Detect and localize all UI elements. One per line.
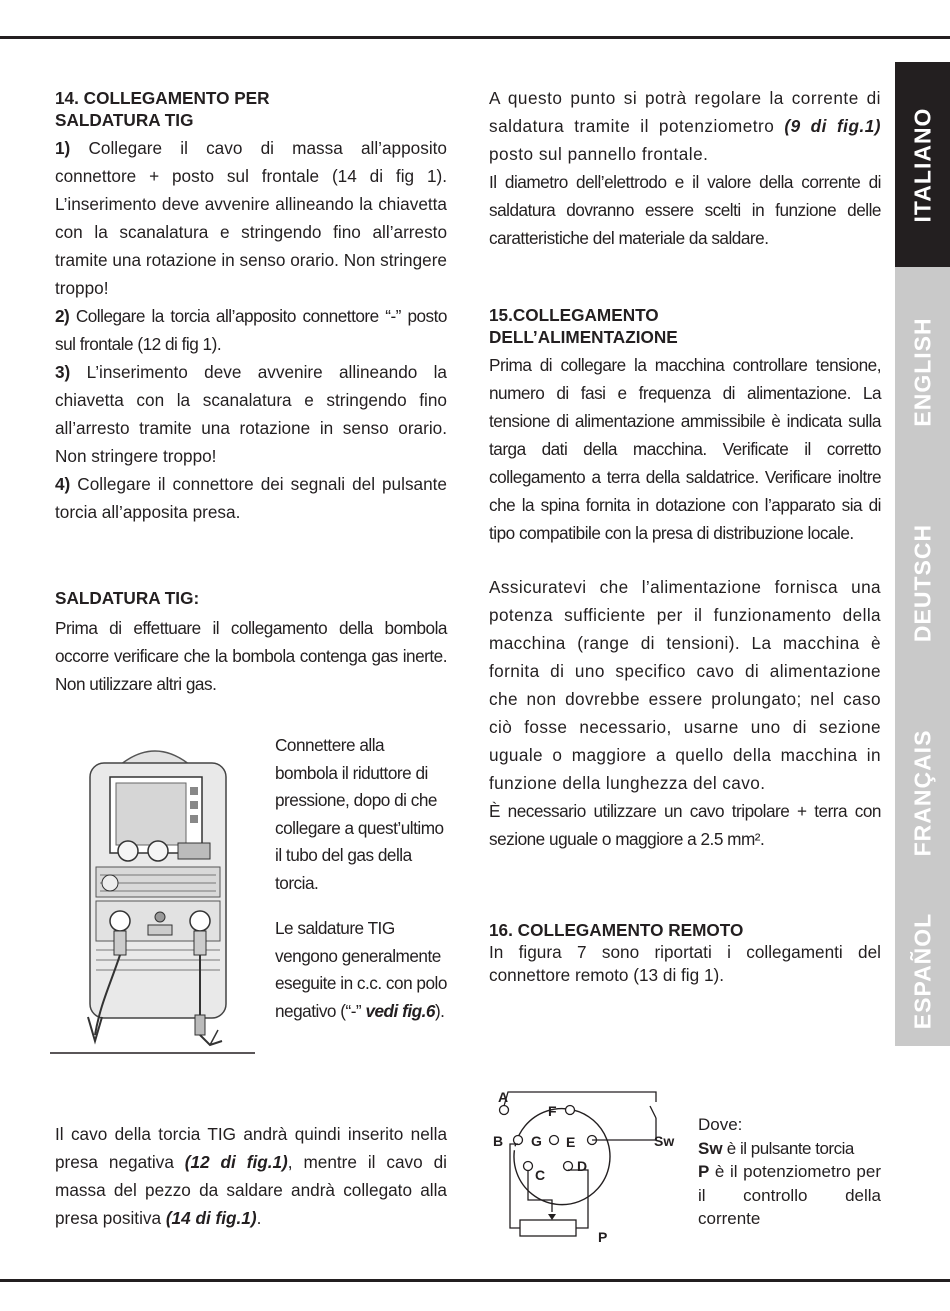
regulation-ref: (9 di fig.1)	[784, 116, 882, 136]
legend-p-key: P	[698, 1162, 710, 1181]
legend-sw-text: è il pulsante torcia	[722, 1138, 854, 1158]
section15-title-line2: DELL’ALIMENTAZIONE	[489, 327, 678, 347]
tab-english-label: ENGLISH	[909, 317, 935, 427]
step-3-text: L’inserimento deve avvenire allineando la chiavetta con la scanalatura e stringendo fino all’arresto tramite una rotazione in senso orario. Non stringere troppo!	[55, 362, 447, 466]
step-1-number: 1)	[55, 138, 71, 158]
top-rule	[0, 36, 950, 39]
final-text-a: Il cavo della torcia TIG andrà quindi inserito nella presa negativa	[55, 1124, 447, 1172]
tab-espanol-label: ESPAÑOL	[909, 912, 935, 1030]
step-2-number: 2)	[55, 306, 70, 326]
right-column	[489, 84, 881, 987]
power-paragraph-3: È necessario utilizzare un cavo tripolare + terra con sezione uguale o maggiore a 2.5 mm².	[489, 801, 881, 849]
step-4-number: 4)	[55, 474, 71, 494]
figure-captions	[275, 732, 447, 1025]
regulation-text-b: posto sul pannello frontale.	[489, 144, 709, 164]
tab-italiano[interactable]	[895, 62, 950, 268]
tab-francais[interactable]	[895, 689, 950, 897]
bottom-rule	[0, 1279, 950, 1282]
final-ref-2: (14 di fig.1)	[165, 1208, 257, 1228]
legend-p-text: è il potenziometro per il controllo della corrente	[698, 1162, 881, 1228]
pin-label-a: A	[498, 1089, 509, 1105]
pin-label-b: B	[493, 1133, 504, 1149]
section15-title-line1: 15.COLLEGAMENTO	[489, 305, 659, 325]
final-text-c: .	[256, 1208, 262, 1228]
caption-polarity-end: ).	[434, 1000, 445, 1021]
caption-polarity-ref: vedi fig.6	[365, 1000, 435, 1021]
legend-sw-key: Sw	[698, 1138, 723, 1158]
step-1	[55, 134, 447, 302]
welding-machine-figure	[50, 745, 260, 1060]
switch-label-sw: Sw	[654, 1133, 675, 1149]
language-tabs	[895, 62, 950, 1046]
step-4-text: Collegare il connettore dei segnali del pulsante torcia all’apposita presa.	[55, 474, 447, 522]
pin-label-d: D	[577, 1158, 588, 1174]
step-3-number: 3)	[55, 362, 71, 382]
pin-label-f: F	[548, 1103, 557, 1119]
caption-polarity-text: Le saldature TIG vengono generalmente eseguite in c.c. con polo negativo (“-”	[275, 918, 447, 1021]
legend-p	[698, 1160, 881, 1231]
regulation-paragraph	[489, 84, 881, 168]
potentiometer-label-p: P	[598, 1229, 608, 1245]
final-ref-1: (12 di fig.1)	[184, 1152, 288, 1172]
legend-sw	[698, 1137, 881, 1161]
tig-title: SALDATURA TIG:	[55, 588, 200, 608]
step-2	[55, 302, 447, 358]
power-paragraph-2: Assicuratevi che l’alimentazione fornisca una potenza sufficiente per il funzionamento della macchina (range di tensioni). La macchina è fornita di uno specifico cavo di alimentazione che non dovrebbe essere prolungato; nel caso ciò fosse necessario, usarne uno di sezione uguale o maggiore a quello della macchina in funzione della lunghezza del cavo.	[489, 577, 881, 793]
pin-label-g: G	[531, 1133, 542, 1149]
pin-label-c: C	[535, 1167, 546, 1183]
legend-dove: Dove:	[698, 1115, 743, 1134]
electrode-paragraph: Il diametro dell’elettrodo e il valore della corrente di saldatura dovranno essere scelti in funzione delle caratteristiche del materiale da saldare.	[489, 172, 881, 248]
remote-legend	[698, 1113, 881, 1231]
tig-intro: Prima di effettuare il collegamento della bombola occorre verificare che la bombola contenga gas inerte. Non utilizzare altri gas.	[55, 618, 447, 694]
left-column	[55, 87, 447, 698]
pin-label-e: E	[566, 1134, 576, 1150]
tab-deutsch-label: DEUTSCH	[909, 523, 935, 643]
remote-paragraph: In figura 7 sono riportati i collegamenti del connettore remoto (13 di fig 1).	[489, 942, 881, 985]
section14-title-line2: SALDATURA TIG	[55, 110, 194, 130]
step-2-text: Collegare la torcia all’apposito connettore “-” posto sul frontale (12 di fig 1).	[55, 306, 447, 354]
tab-deutsch[interactable]	[895, 477, 950, 690]
tab-italiano-label: ITALIANO	[909, 107, 935, 222]
remote-connector-diagram	[488, 1084, 698, 1254]
step-4	[55, 470, 447, 526]
power-paragraph-1: Prima di collegare la macchina controllare tensione, numero di fasi e frequenza di alimentazione. La tensione di alimentazione ammissibile è indicata sulla targa dati della macchina. Verificate il corretto collegamento a terra della saldatrice. Verificare inoltre che la spina fornita in dotazione con l’apparato sia di tipo compatibile con la presa di distribuzione locale.	[489, 355, 881, 543]
step-1-text: Collegare il cavo di massa all’apposito connettore + posto sul frontale (14 di fig 1). L’inserimento deve avvenire allineando la chiavetta con la scanalatura e stringendo fino all’arresto tramite una rotazione in senso orario. Non stringere troppo!	[55, 138, 447, 298]
section16-title: 16. COLLEGAMENTO REMOTO	[489, 920, 744, 940]
section14-title-line1: 14. COLLEGAMENTO PER	[55, 88, 270, 108]
final-text-b: , mentre il cavo di massa del pezzo da saldare andrà collegato alla presa positiva	[55, 1152, 447, 1228]
tig-final-paragraph	[55, 1120, 447, 1232]
tab-espanol[interactable]	[895, 896, 950, 1047]
step-3	[55, 358, 447, 470]
caption-regulator: Connettere alla bombola il riduttore di pressione, dopo di che collegare a quest’ultimo il tubo del gas della torcia.	[275, 735, 444, 893]
caption-polarity	[275, 915, 447, 1025]
tab-english[interactable]	[895, 267, 950, 478]
tab-francais-label: FRANÇAIS	[909, 729, 935, 856]
regulation-text-a: A questo punto si potrà regolare la corrente di saldatura tramite il potenziometro	[489, 88, 881, 136]
